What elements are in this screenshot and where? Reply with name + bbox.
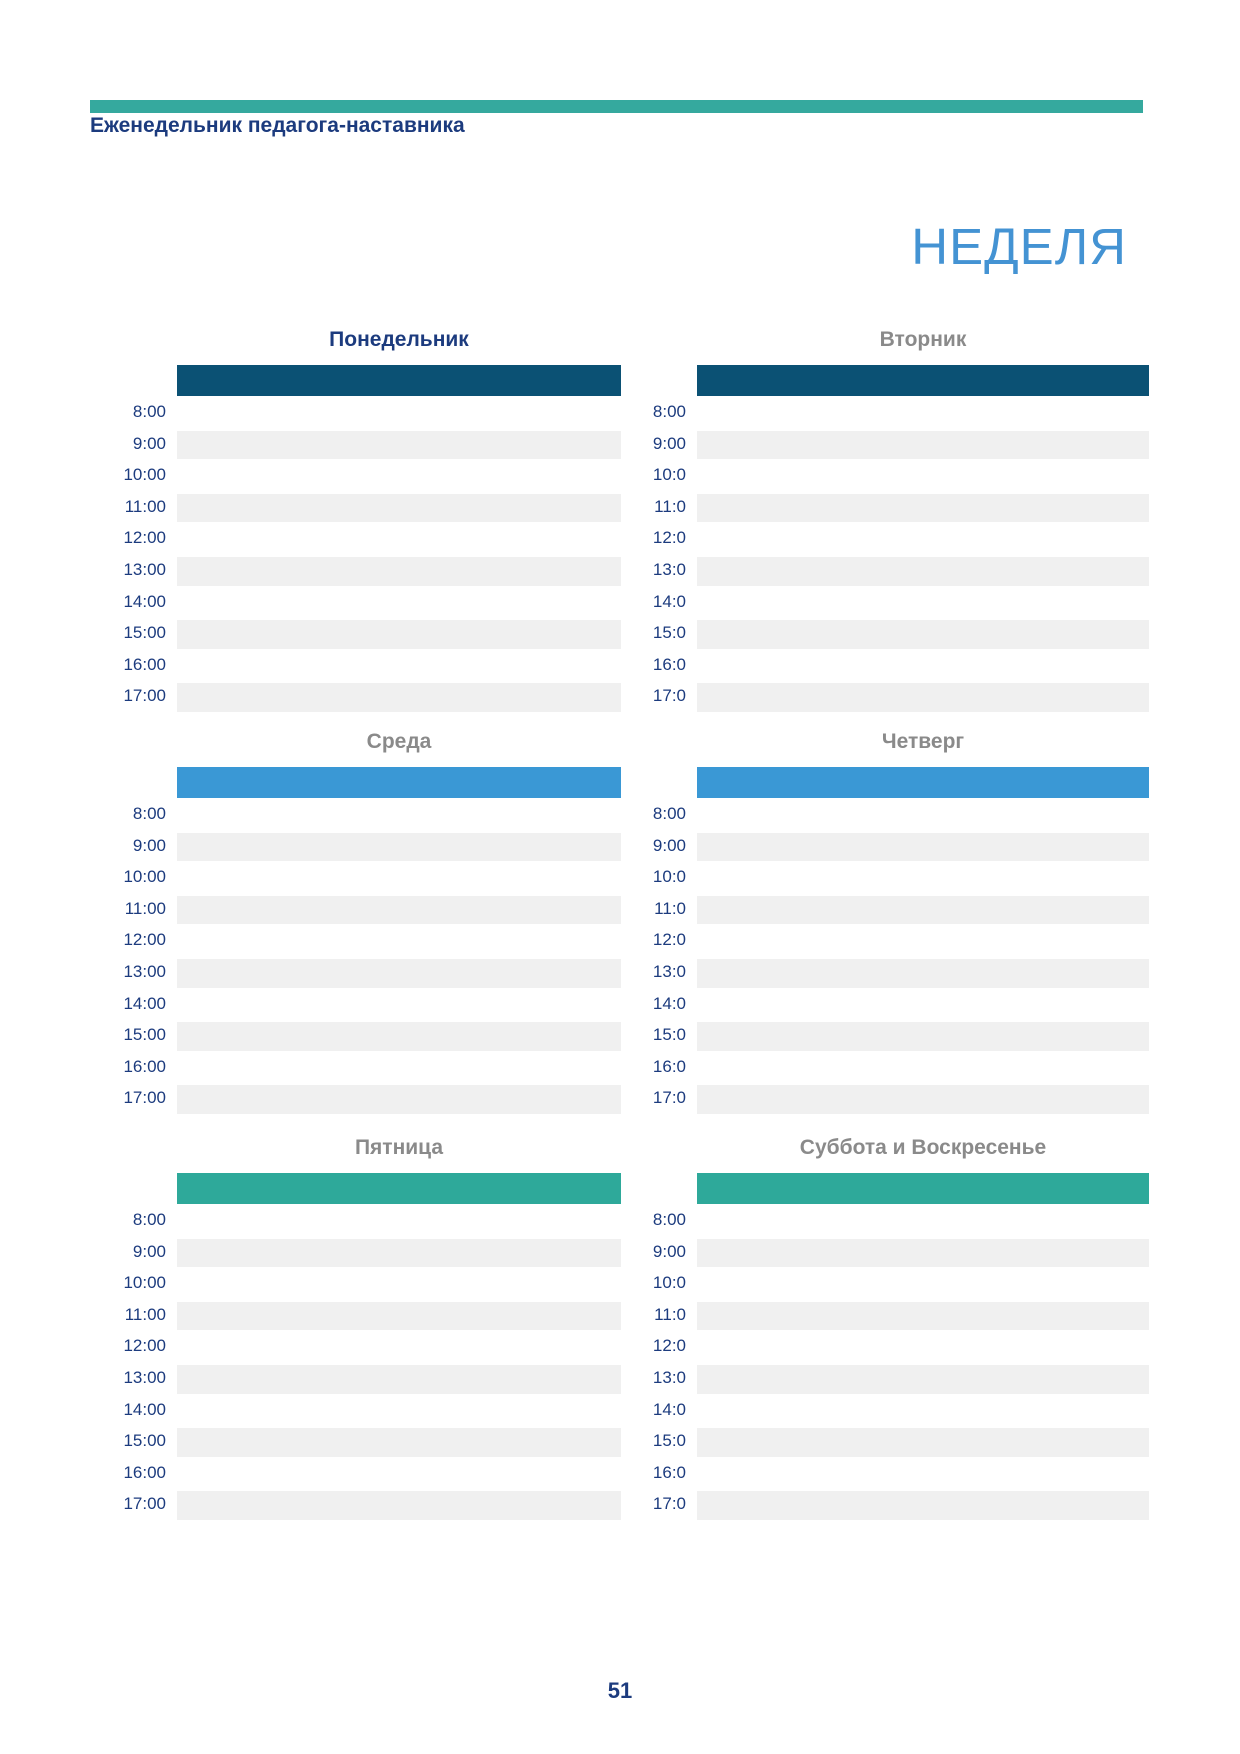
schedule-row xyxy=(652,459,1149,491)
schedule-row xyxy=(132,798,621,830)
schedule-row-band xyxy=(697,431,1149,460)
day-header-bar-thursday xyxy=(697,767,1149,798)
schedule-row-band xyxy=(697,1022,1149,1051)
schedule-row xyxy=(123,1362,621,1394)
time-label: 13:00 xyxy=(123,1367,166,1387)
time-label: 17:00 xyxy=(123,686,166,706)
schedule-row xyxy=(123,554,621,586)
schedule-row-band xyxy=(177,991,621,1020)
time-label: 12:00 xyxy=(123,528,166,548)
time-label: 8:00 xyxy=(132,804,166,823)
schedule-row-band xyxy=(177,1333,621,1362)
schedule-rows-thursday xyxy=(652,798,1149,1114)
schedule-row xyxy=(123,522,621,554)
time-label: 11:0 xyxy=(654,496,686,516)
schedule-row-band xyxy=(177,1270,621,1299)
schedule-row xyxy=(123,459,621,491)
schedule-row-band xyxy=(177,557,621,586)
schedule-row xyxy=(132,1204,621,1236)
time-label: 14:00 xyxy=(123,591,166,611)
schedule-row xyxy=(652,554,1149,586)
schedule-row-band xyxy=(697,801,1149,830)
day-title-weekend: Суббота и Воскресенье xyxy=(799,1136,1047,1159)
schedule-row xyxy=(652,1425,1149,1457)
schedule-row xyxy=(654,491,1149,523)
schedule-row xyxy=(652,1394,1149,1426)
day-block-thursday xyxy=(652,722,1149,1114)
schedule-row-band xyxy=(177,620,621,649)
schedule-row-band xyxy=(697,1428,1149,1457)
schedule-row xyxy=(652,924,1149,956)
schedule-row-band xyxy=(177,833,621,862)
time-label: 11:00 xyxy=(124,898,166,918)
schedule-row-band xyxy=(697,927,1149,956)
schedule-row xyxy=(123,1019,621,1051)
schedule-row xyxy=(132,1236,621,1268)
schedule-row xyxy=(123,680,621,712)
page-header-title: Еженедельник педагога-наставника xyxy=(90,114,465,137)
schedule-row-band xyxy=(697,1207,1149,1236)
schedule-row-band xyxy=(697,1365,1149,1394)
schedule-row-band xyxy=(177,1022,621,1051)
day-block-friday xyxy=(123,1128,621,1520)
schedule-row xyxy=(652,1330,1149,1362)
time-label: 11:0 xyxy=(654,898,686,918)
time-label: 9:00 xyxy=(132,1241,166,1261)
schedule-row xyxy=(123,924,621,956)
time-label: 13:0 xyxy=(652,559,686,579)
time-label: 17:0 xyxy=(652,1494,686,1514)
schedule-row-band xyxy=(697,1333,1149,1362)
schedule-row-band xyxy=(177,431,621,460)
schedule-row-band xyxy=(177,462,621,491)
time-label: 13:0 xyxy=(652,1367,686,1387)
schedule-row xyxy=(123,861,621,893)
schedule-row-band xyxy=(697,683,1149,712)
schedule-row xyxy=(654,1299,1149,1331)
schedule-row xyxy=(123,649,621,681)
time-label: 14:0 xyxy=(652,591,686,611)
time-label: 13:00 xyxy=(123,559,166,579)
schedule-row-band xyxy=(697,991,1149,1020)
time-label: 9:00 xyxy=(652,835,686,855)
schedule-row xyxy=(652,1082,1149,1114)
schedule-row xyxy=(123,1425,621,1457)
schedule-row-band xyxy=(697,896,1149,925)
day-header-bar-friday xyxy=(177,1173,621,1204)
time-label: 17:00 xyxy=(123,1088,166,1108)
schedule-row xyxy=(123,1394,621,1426)
time-label: 10:00 xyxy=(123,1273,166,1293)
time-label: 15:00 xyxy=(123,1431,166,1451)
schedule-row-band xyxy=(697,462,1149,491)
schedule-rows-monday xyxy=(123,396,621,712)
time-label: 17:0 xyxy=(652,686,686,706)
schedule-row-band xyxy=(177,801,621,830)
time-label: 14:0 xyxy=(652,1399,686,1419)
schedule-row xyxy=(123,586,621,618)
schedule-row xyxy=(652,988,1149,1020)
day-block-monday xyxy=(123,320,621,712)
schedule-row-band xyxy=(697,1397,1149,1426)
schedule-row-band xyxy=(697,1054,1149,1083)
schedule-row xyxy=(652,861,1149,893)
schedule-row xyxy=(123,1082,621,1114)
schedule-row xyxy=(652,1236,1149,1268)
time-label: 16:0 xyxy=(652,654,686,674)
schedule-row-band xyxy=(177,652,621,681)
schedule-row xyxy=(652,830,1149,862)
time-label: 9:00 xyxy=(132,835,166,855)
schedule-row xyxy=(124,893,621,925)
time-label: 11:00 xyxy=(124,1304,166,1324)
schedule-row-band xyxy=(697,864,1149,893)
day-header-bar-monday xyxy=(177,365,621,396)
schedule-row xyxy=(123,1267,621,1299)
schedule-row xyxy=(132,830,621,862)
schedule-row-band xyxy=(697,1085,1149,1114)
schedule-row xyxy=(132,396,621,428)
schedule-row-band xyxy=(697,525,1149,554)
schedule-row-band xyxy=(177,589,621,618)
time-label: 9:00 xyxy=(132,433,166,453)
schedule-row xyxy=(652,1488,1149,1520)
schedule-row xyxy=(652,522,1149,554)
week-heading: НЕДЕЛЯ xyxy=(911,218,1127,275)
schedule-row-band xyxy=(697,1460,1149,1489)
time-label: 16:00 xyxy=(123,654,166,674)
schedule-row-band xyxy=(697,1239,1149,1268)
day-block-tuesday xyxy=(652,320,1149,712)
schedule-row xyxy=(123,1051,621,1083)
time-label: 8:00 xyxy=(132,1210,166,1229)
schedule-row-band xyxy=(697,1270,1149,1299)
time-label: 16:00 xyxy=(123,1056,166,1076)
day-title-thursday: Четверг xyxy=(881,730,965,753)
schedule-row xyxy=(124,1299,621,1331)
time-label: 11:0 xyxy=(654,1304,686,1324)
day-header-bar-wednesday xyxy=(177,767,621,798)
time-label: 16:0 xyxy=(652,1462,686,1482)
time-label: 9:00 xyxy=(652,433,686,453)
time-label: 8:00 xyxy=(652,804,686,823)
time-label: 15:0 xyxy=(652,1025,686,1045)
schedule-row xyxy=(652,1457,1149,1489)
time-label: 10:00 xyxy=(123,465,166,485)
schedule-row xyxy=(652,1019,1149,1051)
time-label: 10:0 xyxy=(652,1273,686,1293)
time-label: 15:0 xyxy=(652,623,686,643)
schedule-row-band xyxy=(177,1302,621,1331)
schedule-row-band xyxy=(697,833,1149,862)
time-label: 12:00 xyxy=(123,1336,166,1356)
schedule-row-band xyxy=(177,494,621,523)
schedule-row xyxy=(123,1330,621,1362)
time-label: 15:00 xyxy=(123,623,166,643)
day-header-bar-weekend xyxy=(697,1173,1149,1204)
schedule-row-band xyxy=(177,1428,621,1457)
schedule-row-band xyxy=(697,557,1149,586)
schedule-row-band xyxy=(697,589,1149,618)
time-label: 14:00 xyxy=(123,993,166,1013)
schedule-row xyxy=(123,1457,621,1489)
schedule-rows-weekend xyxy=(652,1204,1149,1520)
schedule-row-band xyxy=(177,1239,621,1268)
schedule-row-band xyxy=(177,927,621,956)
schedule-row-band xyxy=(177,683,621,712)
day-title-tuesday: Вторник xyxy=(879,328,967,351)
time-label: 14:00 xyxy=(123,1399,166,1419)
schedule-row-band xyxy=(697,1302,1149,1331)
schedule-row-band xyxy=(177,864,621,893)
schedule-row-band xyxy=(697,652,1149,681)
schedule-rows-friday xyxy=(123,1204,621,1520)
schedule-row xyxy=(652,680,1149,712)
time-label: 8:00 xyxy=(652,402,686,421)
page-number: 51 xyxy=(607,1678,633,1703)
schedule-row xyxy=(652,1362,1149,1394)
schedule-row-band xyxy=(697,1491,1149,1520)
time-label: 9:00 xyxy=(652,1241,686,1261)
schedule-row xyxy=(652,1051,1149,1083)
schedule-row-band xyxy=(177,1365,621,1394)
day-title-friday: Пятница xyxy=(354,1136,444,1159)
time-label: 12:0 xyxy=(652,930,686,950)
day-block-weekend xyxy=(652,1128,1149,1520)
schedule-row xyxy=(123,988,621,1020)
schedule-rows-tuesday xyxy=(652,396,1149,712)
time-label: 11:00 xyxy=(124,496,166,516)
schedule-rows-wednesday xyxy=(123,798,621,1114)
time-label: 12:0 xyxy=(652,1336,686,1356)
schedule-row xyxy=(652,617,1149,649)
schedule-row-band xyxy=(177,399,621,428)
time-label: 8:00 xyxy=(652,1210,686,1229)
time-label: 16:0 xyxy=(652,1056,686,1076)
schedule-row xyxy=(652,798,1149,830)
time-label: 17:00 xyxy=(123,1494,166,1514)
schedule-row-band xyxy=(177,1491,621,1520)
schedule-row xyxy=(652,649,1149,681)
day-title-wednesday: Среда xyxy=(366,730,432,753)
schedule-row xyxy=(652,396,1149,428)
schedule-row xyxy=(123,617,621,649)
time-label: 16:00 xyxy=(123,1462,166,1482)
time-label: 10:0 xyxy=(652,867,686,887)
schedule-row xyxy=(124,491,621,523)
schedule-row-band xyxy=(177,1460,621,1489)
schedule-row-band xyxy=(697,494,1149,523)
schedule-row-band xyxy=(177,1397,621,1426)
day-title-monday: Понедельник xyxy=(329,328,469,351)
schedule-row-band xyxy=(177,1207,621,1236)
schedule-row xyxy=(654,893,1149,925)
schedule-row xyxy=(652,1267,1149,1299)
time-label: 15:0 xyxy=(652,1431,686,1451)
time-label: 13:0 xyxy=(652,961,686,981)
time-label: 15:00 xyxy=(123,1025,166,1045)
schedule-row xyxy=(652,586,1149,618)
schedule-row-band xyxy=(697,620,1149,649)
schedule-row-band xyxy=(177,959,621,988)
schedule-row-band xyxy=(697,959,1149,988)
time-label: 12:0 xyxy=(652,528,686,548)
schedule-row xyxy=(123,1488,621,1520)
time-label: 8:00 xyxy=(132,402,166,421)
time-label: 13:00 xyxy=(123,961,166,981)
day-block-wednesday xyxy=(123,722,621,1114)
schedule-row xyxy=(652,1204,1149,1236)
time-label: 17:0 xyxy=(652,1088,686,1108)
schedule-row-band xyxy=(697,399,1149,428)
schedule-row xyxy=(652,956,1149,988)
schedule-row xyxy=(123,956,621,988)
schedule-row xyxy=(132,428,621,460)
schedule-row-band xyxy=(177,1054,621,1083)
schedule-row-band xyxy=(177,896,621,925)
time-label: 12:00 xyxy=(123,930,166,950)
day-header-bar-tuesday xyxy=(697,365,1149,396)
time-label: 14:0 xyxy=(652,993,686,1013)
schedule-row-band xyxy=(177,1085,621,1114)
schedule-row-band xyxy=(177,525,621,554)
schedule-row xyxy=(652,428,1149,460)
time-label: 10:0 xyxy=(652,465,686,485)
time-label: 10:00 xyxy=(123,867,166,887)
